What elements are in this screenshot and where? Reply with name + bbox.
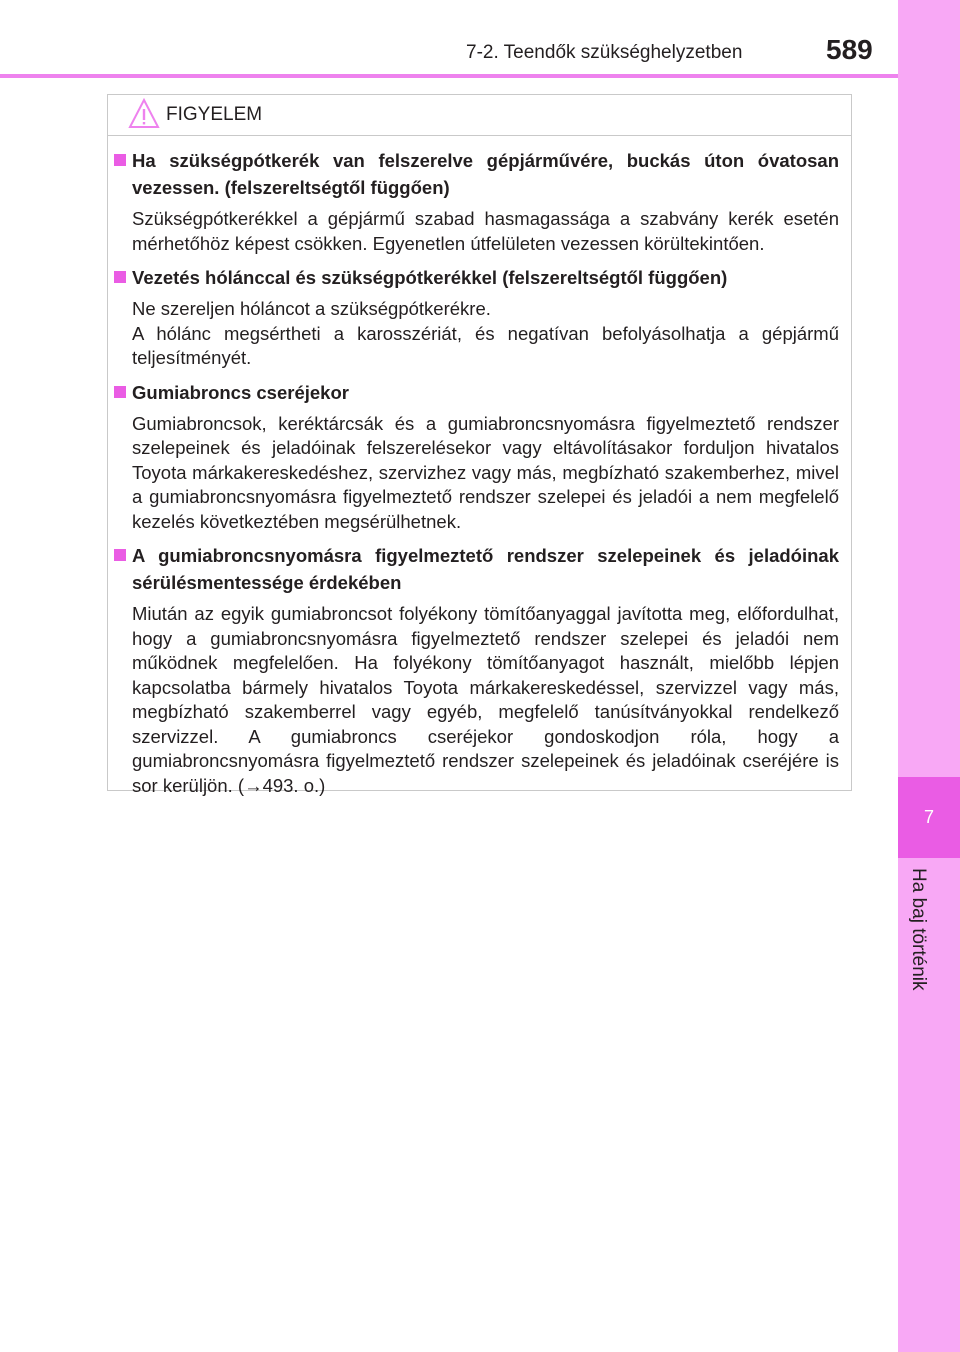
item-body: [132, 207, 839, 256]
warning-item: [114, 542, 839, 798]
warning-item: [114, 379, 839, 535]
side-tab: [898, 0, 960, 1352]
page-number: 589: [826, 34, 873, 65]
bullet-square-icon: [114, 271, 126, 283]
bullet-square-icon: [114, 386, 126, 398]
warning-box: [107, 94, 852, 796]
warning-triangle-icon: [128, 98, 160, 135]
item-body: [132, 297, 839, 371]
item-paragraph: Gumiabroncsok, keréktárcsák és a gumiabroncsnyomásra figyelmeztető rendszer szelepeinek és jeladóinak felszerelésekor vagy eltávolításakor forduljon hivatalos Toyota márkakereskedéshez, szervizhez vagy más, megbízható szakemberhez, mivel a gumiabroncsnyomásra figyelmeztető rendszer szelepei és jeladói a nem megfelelő kezelés következtében megsérülhetnek.: [132, 412, 839, 532]
warning-content: [108, 136, 851, 798]
header-rule: [0, 74, 898, 78]
warning-header: [108, 95, 851, 136]
item-heading: Ha szükségpótkerék van felszerelve gépjárművére, buckás úton óvatosan vezessen. (felszereltségtől függően): [114, 147, 839, 201]
item-paragraph: Ne szereljen hóláncot a szükségpótkerékre.: [132, 298, 491, 319]
bullet-square-icon: [114, 154, 126, 166]
chapter-label[interactable]: Ha baj történik: [908, 868, 929, 991]
bullet-square-icon: [114, 549, 126, 561]
page-header: [0, 0, 898, 74]
item-heading: A gumiabroncsnyomásra figyelmeztető rendszer szelepeinek és jeladóinak sérülésmentessége érdekében: [114, 542, 839, 596]
item-paragraph: Szükségpótkerékkel a gépjármű szabad hasmagassága a szabvány kerék esetén mérhetőhöz képest csökken. Egyenetlen útfelületen vezessen körültekintően.: [132, 208, 839, 254]
item-body: [132, 602, 839, 798]
item-paragraph: Miután az egyik gumiabroncsot folyékony tömítőanyaggal javította meg, előfordulhat, hogy a gumiabroncsnyomásra figyelmeztető rendszer szelepei és jeladói nem működnek megfelelően. Ha folyékony tömítőanyagot használt, mielőbb lépjen kapcsolatba bármely hivatalos Toyota márkakereskedéssel, szervizzel vagy más, megbízható szakemberrel vagy egyéb, megfelelő tanúsítványokkal rendelkező szervizzel. A gumiabroncs cseréjekor gondoskodjon róla, hogy a gumiabroncsnyomásra figyelmeztető rendszer szelepeinek és jeladóinak cseréjére is sor kerüljön. (→493. o.): [132, 603, 839, 796]
warning-item: [114, 147, 839, 256]
warning-title: FIGYELEM: [166, 104, 263, 125]
section-title: 7-2. Teendők szükséghelyzetben: [466, 42, 743, 63]
item-paragraph: A hólánc megsértheti a karosszériát, és negatívan befolyásolhatja a gépjármű teljesítményét.: [132, 322, 839, 368]
warning-item: [114, 264, 839, 371]
item-heading: Vezetés hólánccal és szükségpótkerékkel (felszereltségtől függően): [114, 264, 839, 291]
item-body: [132, 412, 839, 535]
item-heading: Gumiabroncs cseréjekor: [114, 379, 839, 406]
chapter-number: 7: [923, 807, 934, 827]
chapter-number-box[interactable]: [898, 777, 960, 858]
